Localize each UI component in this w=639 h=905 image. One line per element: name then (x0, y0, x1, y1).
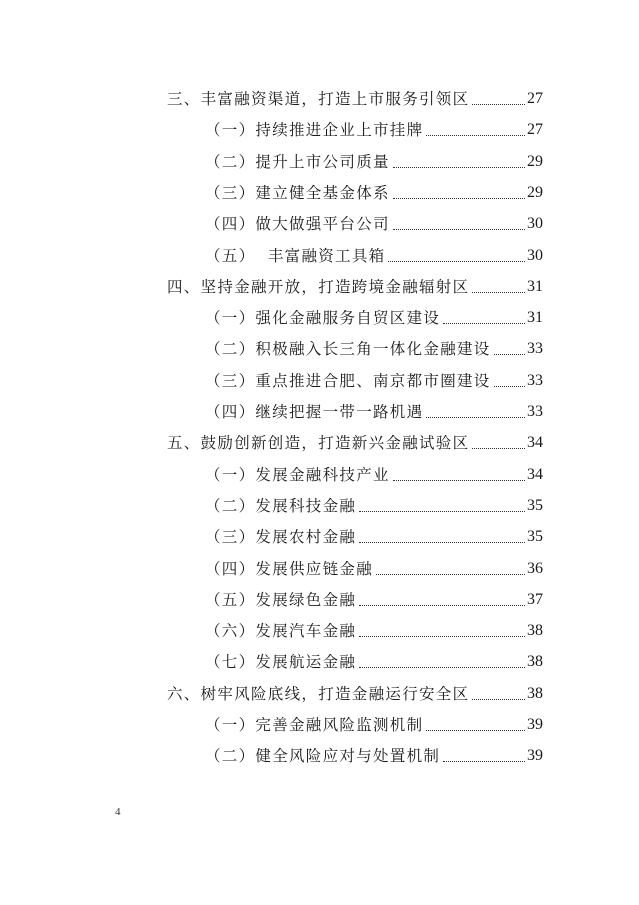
toc-entry (167, 80, 543, 110)
toc-leader-dots (359, 636, 525, 637)
toc-leader-dots (359, 605, 525, 606)
toc-leader-dots (472, 699, 525, 700)
toc-entry-title: （四）做大做强平台公司 (205, 215, 390, 234)
toc-entry-page: 31 (527, 309, 543, 327)
toc-entry-title: （七）发展航运金融 (205, 653, 357, 672)
toc-leader-dots (426, 730, 525, 731)
toc-entry (205, 330, 543, 360)
toc-entry-title: （四）继续把握一带一路机遇 (205, 403, 424, 421)
toc-entry-page: 35 (527, 496, 543, 514)
toc-entry (167, 675, 543, 705)
toc-entry-page: 36 (527, 559, 543, 577)
toc-entry (205, 393, 543, 423)
toc-entry-title: （二）提升上市公司质量 (205, 152, 390, 171)
toc-entry-title: （二）积极融入长三角一体化金融建设 (205, 340, 491, 359)
toc-entry-page: 38 (527, 622, 543, 640)
toc-entry-title: （六）发展汽车金融 (205, 622, 357, 641)
toc-leader-dots (443, 323, 525, 324)
toc-entry (205, 237, 543, 267)
toc-entry-title: （二）健全风险应对与处置机制 (205, 747, 441, 766)
toc-entry (205, 111, 543, 141)
toc-entry-page: 30 (527, 215, 543, 233)
toc-leader-dots (494, 354, 525, 355)
toc-entry-title: （一）强化金融服务自贸区建设 (205, 309, 441, 328)
toc-entry-title: （四）发展供应链金融 (205, 559, 374, 578)
toc-leader-dots (426, 417, 525, 418)
toc-leader-dots (376, 574, 525, 575)
toc-leader-dots (472, 104, 525, 105)
toc-entry (167, 268, 543, 298)
toc-leader-dots (472, 448, 525, 449)
toc-entry-title: （三）建立健全基金体系 (205, 183, 390, 202)
toc-entry-title: （一）发展金融科技产业 (205, 465, 390, 484)
toc-entry (205, 643, 543, 673)
toc-entry (205, 612, 543, 642)
toc-entry (205, 706, 543, 736)
toc-entry-title: （三）发展农村金融 (205, 528, 357, 547)
toc-entry (205, 550, 543, 580)
toc-entry-page: 27 (527, 90, 543, 107)
toc-entry (205, 518, 543, 548)
page-number: 4 (115, 806, 121, 818)
toc-leader-dots (472, 292, 525, 293)
toc-entry-page: 29 (527, 152, 543, 170)
toc-entry (167, 424, 543, 454)
toc-entry (205, 581, 543, 611)
toc-entry-title: 三、丰富融资渠道，打造上市服务引领区 (167, 90, 470, 108)
toc-leader-dots (388, 261, 525, 262)
toc-entry (205, 174, 543, 204)
toc-leader-dots (393, 198, 525, 199)
toc-entry-page: 34 (527, 434, 543, 452)
toc-entry-title: （五）发展绿色金融 (205, 590, 357, 609)
toc-entry-page: 38 (527, 684, 543, 702)
toc-entry-title: 四、坚持金融开放，打造跨境金融辐射区 (167, 277, 470, 296)
toc-entry-page: 39 (527, 747, 543, 765)
toc-entry-page: 37 (527, 590, 543, 608)
toc-entry-page: 30 (527, 246, 543, 264)
toc-leader-dots (443, 761, 525, 762)
toc-leader-dots (359, 511, 525, 512)
toc-leader-dots (359, 667, 525, 668)
toc-entry (205, 362, 543, 392)
toc-entry-page: 38 (527, 653, 543, 671)
toc-leader-dots (393, 229, 525, 230)
toc-entry-title: 五、鼓励创新创造，打造新兴金融试验区 (167, 434, 470, 453)
toc-entry-page: 39 (527, 716, 543, 733)
toc-entry (205, 205, 543, 235)
toc-entry-title: 六、树牢风险底线，打造金融运行安全区 (167, 684, 470, 703)
toc-entry-title: （二）发展科技金融 (205, 496, 357, 515)
toc-entry-page: 35 (527, 528, 543, 546)
toc-entry-title: （一）持续推进企业上市挂牌 (205, 121, 424, 140)
toc-entry-title: （三）重点推进合肥、南京都市圈建设 (205, 371, 491, 390)
toc-leader-dots (393, 480, 525, 481)
toc-leader-dots (426, 135, 525, 136)
toc-entry (205, 143, 543, 173)
toc-entry (205, 456, 543, 486)
toc-entry-page: 31 (527, 277, 543, 295)
toc-entry-page: 29 (527, 183, 543, 201)
toc-entry-title: （五） 丰富融资工具箱 (205, 246, 386, 265)
toc-leader-dots (359, 542, 525, 543)
toc-entry (205, 299, 543, 329)
toc-entry (205, 737, 543, 767)
toc-entry-page: 34 (527, 465, 543, 483)
toc-entry-title: （一）完善金融风险监测机制 (205, 716, 424, 734)
toc-entry-page: 33 (527, 403, 543, 420)
toc-leader-dots (494, 386, 525, 387)
toc-entry-page: 33 (527, 371, 543, 389)
toc-entry-page: 27 (527, 121, 543, 139)
toc-entry (205, 487, 543, 517)
toc-leader-dots (393, 167, 525, 168)
toc-entry-page: 33 (527, 340, 543, 358)
